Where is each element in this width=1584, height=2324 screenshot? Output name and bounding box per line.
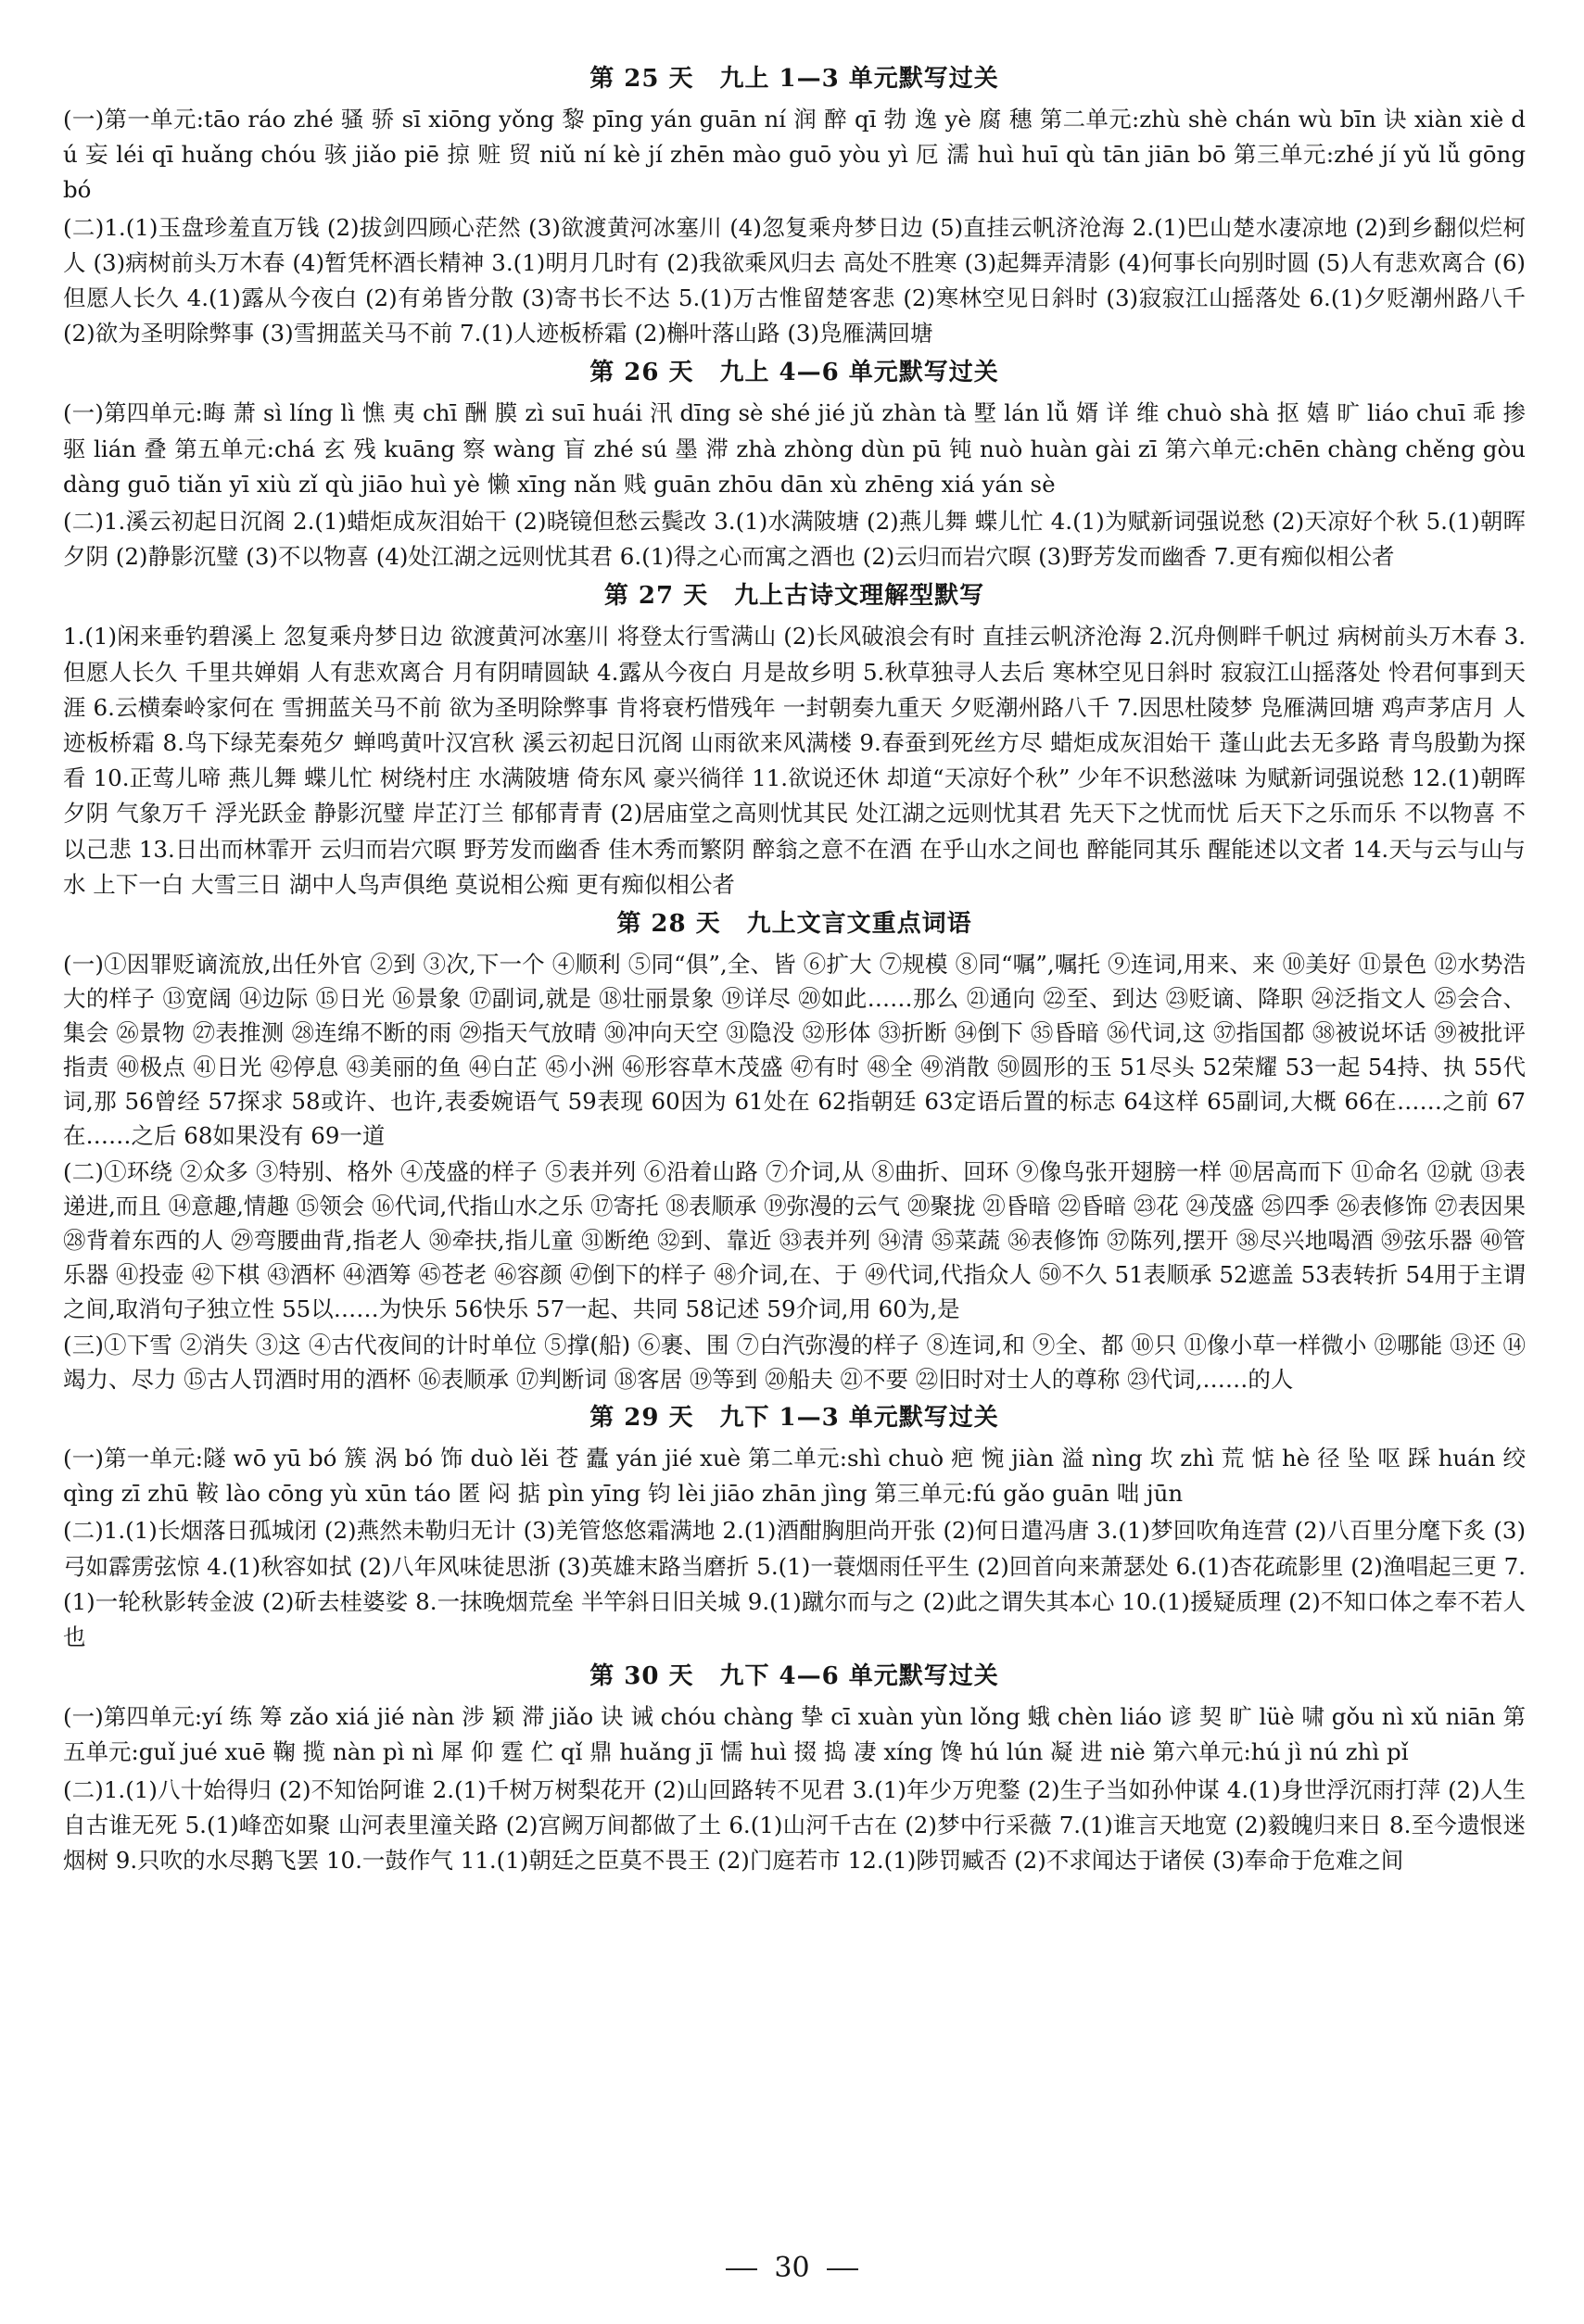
- day-number: 第 25 天: [589, 65, 694, 93]
- day-title: [63, 357, 1526, 388]
- answer-paragraph: (一)①因罪贬谪流放,出任外官 ②到 ③次,下一个 ④顺利 ⑤同“俱”,全、皆 ⑥扩大 ⑦规模 ⑧同“嘱”,嘱托 ⑨连词,用来、来 ⑩美好 ⑪景色 ⑫水势浩大的样子 ⑬宽阔 ⑭边际 ⑮日光 ⑯景象 ⑰副词,就是 ⑱壮丽景象 ⑲详尽 ⑳如此……那么 ㉑通向 ㉒至、到达 ㉓贬谪、降职 ㉔泛指文人 ㉕会合、集会 ㉖景物 ㉗表推测 ㉘连绵不断的雨 ㉙指天气放晴 ㉚冲向天空 ㉛隐没 ㉜形体 ㉝折断 ㉞倒下 ㉟昏暗 ㊱代词,这 ㊲指国都 ㊳被说坏话 ㊴被批评指责 ㊵极点 ㊶日光 ㊷停息 ㊸美丽的鱼 ㊹白芷 ㊺小洲 ㊻形容草木茂盛 ㊼有时 ㊽全 ㊾消散 ㊿圆形的玉 51尽头 52荣耀 53一起 54持、执 55代词,那 56曾经 57探求 58或许、也许,表委婉语气 59表现 60因为 61处在 62指朝廷 63定语后置的标志 64这样 65副词,大概 66在……之前 67在……之后 68如果没有 69一道: [63, 951, 1526, 1150]
- answer-paragraph: (一)第一单元:tāo ráo zhé 骚 骄 sī xiōng yǒng 黎 pīng yán guān ní 润 醉 qī 勃 逸 yè 腐 穗 第二单元:zhù shè chán wù bīn 诀 xiàn xiè dú 妄 léi qī huǎng chóu 骇 jiǎo piē 掠 赃 贸 niǔ ní kè jí zhēn mào guō yòu yì 厄 濡 huì huī qù tān jiān bō 第三单元:zhé jí yǔ lǚ gōng bó: [63, 106, 1527, 204]
- day-title: [63, 908, 1526, 940]
- day-topic: 九上文言文重点词语: [746, 910, 972, 939]
- day-topic: 九下 1—3 单元默写过关: [719, 1404, 999, 1433]
- day-number: 第 30 天: [589, 1662, 694, 1691]
- answer-paragraph: (二)①环绕 ②众多 ③特别、格外 ④茂盛的样子 ⑤表并列 ⑥沿着山路 ⑦介词,从 ⑧曲折、回环 ⑨像鸟张开翅膀一样 ⑩居高而下 ⑪命名 ⑫就 ⑬表递进,而且 ⑭意趣,情趣 ⑮领会 ⑯代词,代指山水之乐 ⑰寄托 ⑱表顺承 ⑲弥漫的云气 ⑳聚拢 ㉑昏暗 ㉒昏暗 ㉓花 ㉔茂盛 ㉕四季 ㉖表修饰 ㉗表因果 ㉘背着东西的人 ㉙弯腰曲背,指老人 ㉚牵扶,指儿童 ㉛断绝 ㉜到、靠近 ㉝表并列 ㉞清 ㉟菜蔬 ㊱表修饰 ㊲陈列,摆开 ㊳尽兴地喝酒 ㊴弦乐器 ㊵管乐器 ㊶投壶 ㊷下棋 ㊸酒杯 ㊹酒筹 ㊺苍老 ㊻容颜 ㊼倒下的样子 ㊽介词,在、于 ㊾代词,代指众人 ㊿不久 51表顺承 52遮盖 53表转折 54用于主谓之间,取消句子独立性 55以……为快乐 56快乐 57一起、共同 58记述 59介词,用 60为,是: [63, 1158, 1526, 1323]
- answer-paragraph: (三)①下雪 ②消失 ③这 ④古代夜间的计时单位 ⑤撑(船) ⑥裹、围 ⑦白汽弥漫的样子 ⑧连词,和 ⑨全、都 ⑩只 ⑪像小草一样微小 ⑫哪能 ⑬还 ⑭竭力、尽力 ⑮古人罚酒时用的酒杯 ⑯表顺承 ⑰判断词 ⑱客居 ⑲等到 ⑳船夫 ㉑不要 ㉒旧时对士人的尊称 ㉓代词,……的人: [63, 1332, 1526, 1394]
- day-title: [63, 1661, 1526, 1692]
- day-number: 第 28 天: [616, 910, 721, 939]
- answer-paragraph: 1.(1)闲来垂钓碧溪上 忽复乘舟梦日边 欲渡黄河冰塞川 将登太行雪满山 (2)长风破浪会有时 直挂云帆济沧海 2.沉舟侧畔千帆过 病树前头万木春 3.但愿人长久 千里共婵娟 人有悲欢离合 月有阴晴圆缺 4.露从今夜白 月是故乡明 5.秋草独寻人去后 寒林空见日斜时 寂寂江山摇落处 怜君何事到天涯 6.云横秦岭家何在 雪拥蓝关马不前 欲为圣明除弊事 肯将衰朽惜残年 一封朝奏九重天 夕贬潮州路八千 7.因思杜陵梦 凫雁满回塘 鸡声茅店月 人迹板桥霜 8.鸟下绿芜秦苑夕 蝉鸣黄叶汉宫秋 溪云初起日沉阁 山雨欲来风满楼 9.春蚕到死丝方尽 蜡炬成灰泪始干 蓬山此去无多路 青鸟殷勤为探看 10.正莺儿啼 燕儿舞 蝶儿忙 树绕村庄 水满陂塘 倚东风 豪兴徜徉 11.欲说还休 却道“天凉好个秋” 少年不识愁滋味 为赋新词强说愁 12.(1)朝晖夕阴 气象万千 浮光跃金 静影沉璧 岸芷汀兰 郁郁青青 (2)居庙堂之高则忧其民 处江湖之远则忧其君 先天下之忧而忧 后天下之乐而乐 不以物喜 不以己悲 13.日出而林霏开 云归而岩穴暝 野芳发而幽香 佳木秀而繁阴 醉翁之意不在酒 在乎山水之间也 醉能同其乐 醒能述以文者 14.天与云与山与水 上下一白 大雪三日 湖中人鸟声俱绝 莫说相公痴 更有痴似相公者: [63, 623, 1526, 898]
- answer-paragraph: (二)1.(1)玉盘珍羞直万钱 (2)拔剑四顾心茫然 (3)欲渡黄河冰塞川 (4)忽复乘舟梦日边 (5)直挂云帆济沧海 2.(1)巴山楚水凄凉地 (2)到乡翻似烂柯人 (3)病树前头万木春 (4)暂凭杯酒长精神 3.(1)明月几时有 (2)我欲乘风归去 高处不胜寒 (3)起舞弄清影 (4)何事长向别时圆 (5)人有悲欢离合 (6)但愿人长久 4.(1)露从今夜白 (2)有弟皆分散 (3)寄书长不达 5.(1)万古惟留楚客悲 (2)寒林空见日斜时 (3)寂寂江山摇落处 6.(1)夕贬潮州路八千 (2)欲为圣明除弊事 (3)雪拥蓝关马不前 7.(1)人迹板桥霜 (2)槲叶落山路 (3)凫雁满回塘: [63, 213, 1526, 347]
- day-27-section: [63, 580, 1526, 903]
- day-number: 第 29 天: [589, 1404, 694, 1433]
- answer-paragraph: (二)1.(1)长烟落日孤城闭 (2)燕然未勒归无计 (3)羌管悠悠霜满地 2.(1)酒酣胸胆尚开张 (2)何日遣冯唐 3.(1)梦回吹角连营 (2)八百里分麾下炙 (3)弓如霹雳弦惊 4.(1)秋容如拭 (2)八年风味徒思浙 (3)英雄末路当磨折 5.(1)一蓑烟雨任平生 (2)回首向来萧瑟处 6.(1)杏花疏影里 (2)渔唱起三更 7.(1)一轮秋影转金波 (2)斫去桂婆娑 8.一抹晚烟荒垒 半竿斜日旧关城 9.(1)蹴尔而与之 (2)此之谓失其本心 10.(1)援疑质理 (2)不知口体之奉不若人也: [63, 1517, 1526, 1651]
- day-title: [63, 63, 1526, 95]
- day-28-section: [63, 908, 1526, 1396]
- footer-dash-right: [827, 2268, 858, 2270]
- answer-paragraph: (一)第四单元:yí 练 筹 zǎo xiá jié nàn 涉 颖 滞 jiǎo 诀 诫 chóu chàng 挚 cī xuàn yùn lǒng 蛾 chèn liáo 谚 契 旷 lüè 啸 gǒu nì xǔ niān 第五单元:guǐ jué xuē 鞠 揽 nàn pì nì 犀 仰 霆 伫 qǐ 鼎 huǎng jī 懦 huì 掇 捣 凄 xíng 馋 hú lún 凝 进 niè 第六单元:hú jì nú zhì pǐ: [63, 1703, 1526, 1766]
- answer-paragraph: (二)1.(1)八十始得归 (2)不知饴阿谁 2.(1)千树万树梨花开 (2)山回路转不见君 3.(1)年少万兜鍪 (2)生子当如孙仲谋 4.(1)身世浮沉雨打萍 (2)人生自古谁无死 5.(1)峰峦如聚 山河表里潼关路 (2)宫阙万间都做了土 6.(1)山河千古在 (2)梦中行采薇 7.(1)谁言天地宽 (2)毅魄归来日 8.至今遗恨迷烟树 9.只吹的水尽鹅飞罢 10.一鼓作气 11.(1)朝廷之臣莫不畏王 (2)门庭若市 12.(1)陟罚臧否 (2)不求闻达于诸侯 (3)奉命于危难之间: [63, 1775, 1526, 1875]
- day-title: [63, 580, 1526, 612]
- day-topic: 九下 4—6 单元默写过关: [719, 1662, 999, 1691]
- answer-paragraph: (一)第四单元:晦 萧 sì líng lì 憔 夷 chī 酬 膜 zì suī huái 汛 dīng sè shé jié jǔ zhàn tà 墅 lán lǚ 婿 详 维 chuò shà 抠 嬉 旷 liáo chuī 乖 掺 驱 lián 叠 第五单元:chá 玄 残 kuāng 察 wàng 盲 zhé sú 墨 滞 zhà zhòng dùn pū 钝 nuò huàn gài zī 第六单元:chēn chàng chěng gòu dàng guō tiǎn yī xiù zǐ qù jiāo huì yè 懒 xīng nǎn 贱 guān zhōu dān xù zhēng xiá yán sè: [63, 399, 1526, 498]
- day-30-section: [63, 1661, 1526, 1878]
- day-25-section: [63, 63, 1526, 351]
- page-number: 30: [774, 2252, 810, 2284]
- day-number: 第 26 天: [589, 359, 694, 387]
- page-content: [63, 57, 1526, 1884]
- day-29-section: [63, 1402, 1526, 1655]
- answer-paragraph: (一)第一单元:隧 wō yū bó 簇 涡 bó 饰 duò lěi 苍 蠹 yán jié xuè 第二单元:shì chuò 疤 惋 jiàn 溢 nìng 坎 zhì 荒 惦 hè 径 坠 呕 踩 huán 绞 qìng zī zhū 鞍 lào cōng yù xūn táo 匿 闷 掂 pìn yīng 钧 lèi jiāo zhān jìng 第三单元:fú gǎo guān 咄 jūn: [63, 1445, 1526, 1508]
- day-topic: 九上 1—3 单元默写过关: [719, 65, 999, 93]
- day-topic: 九上古诗文理解型默写: [734, 582, 985, 611]
- page-footer: [0, 2250, 1584, 2287]
- answer-paragraph: (二)1.溪云初起日沉阁 2.(1)蜡炬成灰泪始干 (2)晓镜但愁云鬓改 3.(1)水满陂塘 (2)燕儿舞 蝶儿忙 4.(1)为赋新词强说愁 (2)天凉好个秋 5.(1)朝晖夕阴 (2)静影沉璧 (3)不以物喜 (4)处江湖之远则忧其君 6.(1)得之心而寓之酒也 (2)云归而岩穴暝 (3)野芳发而幽香 7.更有痴似相公者: [63, 508, 1526, 571]
- day-number: 第 27 天: [603, 582, 709, 611]
- day-topic: 九上 4—6 单元默写过关: [719, 359, 999, 387]
- day-title: [63, 1402, 1526, 1434]
- day-26-section: [63, 357, 1526, 575]
- footer-dash-left: [726, 2268, 757, 2270]
